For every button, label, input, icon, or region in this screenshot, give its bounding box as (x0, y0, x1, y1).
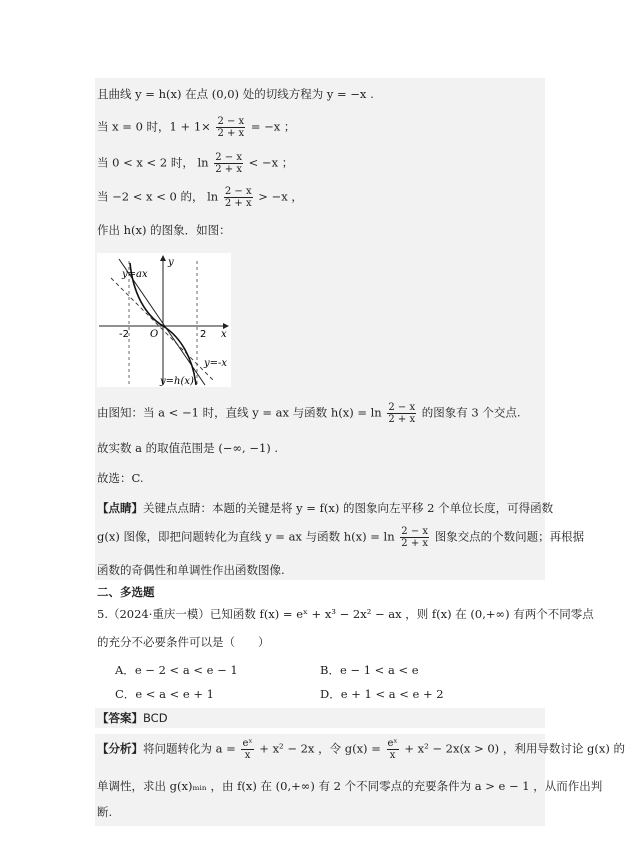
fraction-numerator: eˣ (387, 738, 398, 749)
line6-text-post: 的图象有 3 个交点. (421, 405, 521, 420)
option-d-text: e + 1 < a < e + 2 (340, 687, 444, 701)
analysis-line-2: 单调性，求出 g(x)ₘᵢₙ ，由 f(x) 在 (0,+∞) 有 2 个不同零点的充要条件为 a > e − 1 ，从而作出判 (97, 779, 603, 793)
option-b-label: B． (320, 663, 340, 677)
fraction-numerator: 2 − x (215, 152, 242, 163)
question-number: 5. (97, 607, 108, 621)
answer-value: BCD (143, 711, 168, 725)
analysis-fraction-2 (387, 738, 399, 761)
analysis-line-3: 断. (97, 805, 113, 819)
option-c-text: e < a < e + 1 (135, 687, 214, 701)
solution-line-7: 故实数 a 的取值范围是 (−∞, −1) . (97, 441, 279, 455)
analysis-mid1: + x² − 2x ，令 g(x) = (259, 741, 381, 756)
fraction-denominator: 2 + x (401, 538, 429, 549)
fraction-denominator: 2 + x (224, 198, 252, 209)
tip-line-1 (97, 500, 553, 516)
solution-line-1: 且曲线 y = h(x) 在点 (0,0) 处的切线方程为 y = −x . (97, 87, 374, 101)
label-y-neg-x: y=-x (204, 358, 228, 369)
option-b (320, 662, 419, 678)
fraction-denominator: 2 + x (215, 164, 242, 175)
fraction-numerator: eˣ (242, 738, 253, 749)
solution-line-4 (97, 186, 303, 209)
label-2: 2 (200, 329, 207, 340)
label-neg-2: -2 (119, 329, 129, 340)
solution-line-3 (97, 152, 293, 175)
question-source: （2024·重庆一模） (107, 607, 210, 621)
line2-text-post: = −x ； (250, 119, 296, 134)
option-d-label: D． (320, 687, 341, 701)
line6-text-pre: 由图知：当 a < −1 时，直线 y = ax 与函数 h(x) = ln (97, 405, 382, 420)
answer-label: 【答案】 (97, 711, 143, 725)
option-a-text: e − 2 < a < e − 1 (134, 663, 238, 677)
question-line-1 (97, 606, 594, 622)
label-y-axis: y (168, 257, 174, 268)
line6-fraction (387, 402, 416, 425)
analysis-pre1: 将问题转化为 a = (143, 741, 236, 756)
tip-text-2-post: 图象交点的个数问题；再根据 (434, 529, 585, 544)
fraction-denominator: x (389, 750, 396, 761)
fraction-denominator: 2 + x (217, 128, 245, 139)
fraction-numerator: 2 − x (388, 402, 416, 413)
line4-text-pre: 当 −2 < x < 0 的， ln (97, 189, 219, 204)
answer-line (97, 710, 168, 726)
label-y-ax: y=ax (122, 269, 148, 280)
analysis-post1: + x² − 2x(x > 0) ，利用导数讨论 g(x) 的 (404, 741, 625, 756)
fraction-denominator: x (244, 750, 251, 761)
line3-text-pre: 当 0 < x < 2 时， ln (97, 155, 209, 170)
fraction-numerator: 2 − x (217, 116, 245, 127)
solution-line-2 (97, 116, 295, 139)
line3-text-post: < −x ； (248, 155, 294, 170)
question-line-2: 的充分不必要条件可以是（ ） (97, 635, 270, 649)
fraction-numerator: 2 − x (224, 186, 252, 197)
line4-fraction (224, 186, 253, 209)
line3-fraction (214, 152, 243, 175)
tip-text-1: 关键点点睛：本题的关键是将 y = f(x) 的图象向左平移 2 个单位长度，可得函数 (143, 501, 554, 515)
fraction-numerator: 2 − x (401, 526, 429, 537)
option-b-text: e − 1 < a < e (339, 663, 419, 677)
label-y-h-of-x: y=h(x) (160, 376, 194, 387)
tip-line-2 (97, 526, 584, 549)
solution-line-5: 作出 h(x) 的图象．如图： (97, 223, 231, 237)
fraction-denominator: 2 + x (388, 414, 416, 425)
line4-text-post: > −x ， (258, 189, 303, 204)
option-c (115, 686, 214, 702)
option-d (320, 686, 444, 702)
solution-line-6 (97, 402, 521, 425)
option-c-label: C． (115, 687, 136, 701)
option-a (115, 662, 238, 678)
question-text-1: 已知函数 f(x) = eˣ + x³ − 2x² − ax ，则 f(x) 在 (0,+∞) 有两个不同零点 (209, 607, 594, 621)
analysis-line-1 (97, 738, 625, 761)
line2-fraction (216, 116, 245, 139)
option-a-label: A． (115, 663, 135, 677)
analysis-label: 【分析】 (97, 741, 143, 756)
label-x-axis: x (221, 329, 227, 340)
tip-text-2-pre: g(x) 图像，即把问题转化为直线 y = ax 与函数 h(x) = ln (97, 529, 395, 544)
tip-label: 【点睛】 (97, 501, 143, 515)
section-heading: 二、多选题 (97, 585, 155, 599)
analysis-fraction-1 (241, 738, 253, 761)
label-origin: O (150, 329, 159, 340)
function-graph-figure (97, 253, 231, 387)
solution-line-8: 故选：C. (97, 471, 144, 485)
tip-line-3: 函数的奇偶性和单调性作出函数图像. (97, 563, 285, 577)
tip-fraction (400, 526, 429, 549)
line2-text-pre: 当 x = 0 时，1 + 1× (97, 119, 211, 134)
